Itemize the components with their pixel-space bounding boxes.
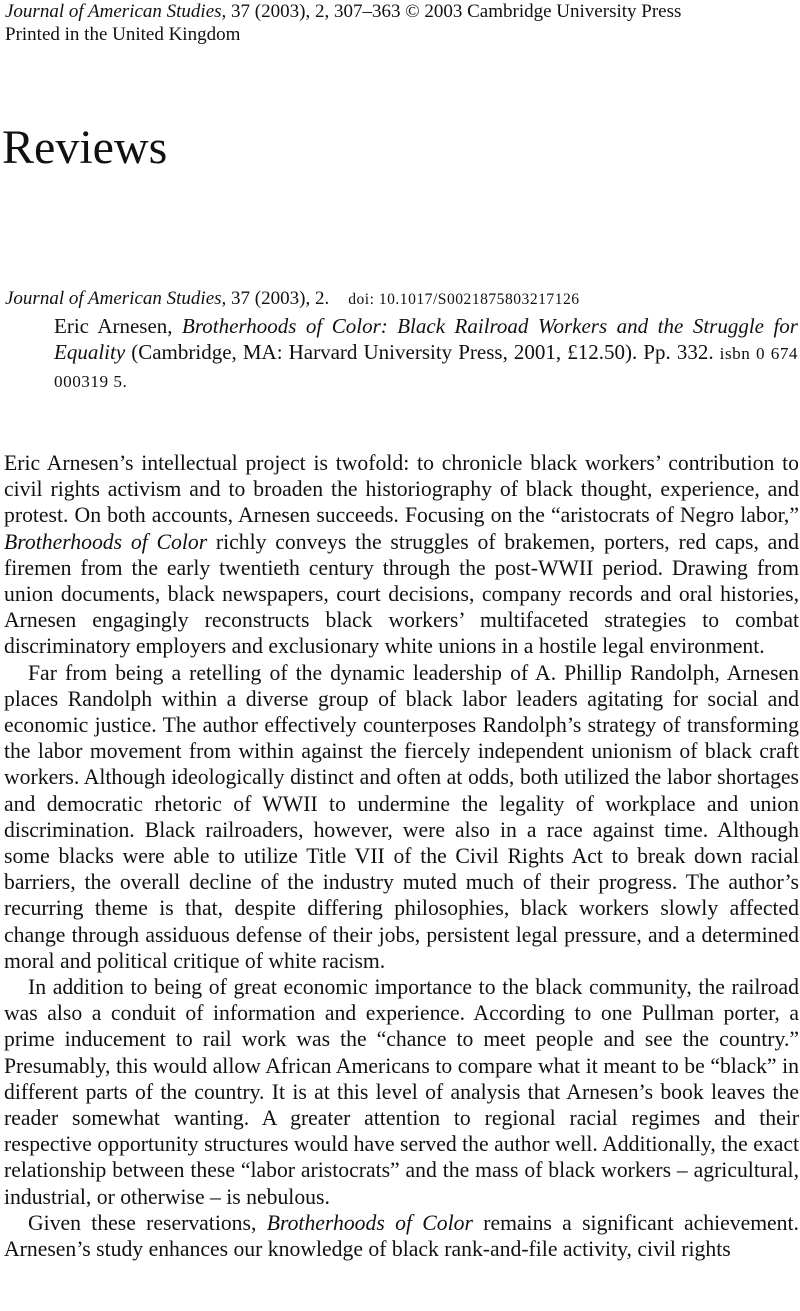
book-bibliography — [54, 313, 798, 395]
section-title: Reviews — [2, 121, 168, 174]
header-citation: , 37 (2003), 2, 307–363 © 2003 Cambridge University Press — [221, 1, 682, 22]
biblio-publisher: (Cambridge, MA: Harvard University Press, 2001, £12.50). Pp. 332. — [125, 340, 714, 364]
citation-journal: Journal of American Studies — [5, 288, 222, 309]
citation-volume: , 37 (2003), 2. — [221, 288, 330, 309]
header-line-2: Printed in the United Kingdom — [5, 24, 241, 45]
header-journal-name: Journal of American Studies — [5, 1, 222, 22]
biblio-isbn: isbn 0 674 000319 5. — [54, 344, 799, 391]
paragraph-1 — [4, 450, 799, 660]
citation-doi: doi: 10.1017/S0021875803217126 — [348, 291, 580, 308]
paragraph-2: Far from being a retelling of the dynamic leadership of A. Phillip Randolph, Arnesen places Randolph within a diverse group of black labor leaders agitating for social and economic justice. The author effectively counterposes Randolph’s strategy of transforming the labor movement from within against the fiercely independent unionism of black craft workers. Although ideologically distinct and often at odds, both utilized the labor shortages and democratic rhetoric of WWII to undermine the legality of workplace and union discrimination. Black railroaders, however, were also in a race against time. Although some blacks were able to utilize Title VII of the Civil Rights Act to break down racial barriers, the overall decline of the industry muted much of their progress. The author’s recurring theme is that, despite differing philosophies, black workers slowly affected change through assiduous defense of their jobs, persistent legal pressure, and a determined moral and political critique of white racism. — [4, 660, 799, 973]
paragraph-1-text-b: richly conveys the struggles of brakemen, porters, red caps, and firemen from the early twentieth century through the post-WWII period. Drawing from union documents, black newspapers, court decisions, company records and oral histories, Arnesen engagingly reconstructs black workers’ multifaceted strategies to combat discriminatory employers and exclusionary white unions in a hostile legal environment. — [4, 529, 799, 659]
paragraph-1-book-title: Brotherhoods of Color — [4, 529, 208, 554]
paragraph-4-book-title: Brotherhoods of Color — [266, 1210, 473, 1235]
biblio-entry — [54, 313, 798, 395]
paragraph-4 — [4, 1210, 799, 1262]
biblio-book-title: Brotherhoods of Color: Black Railroad Workers and the Struggle for Equality — [54, 314, 798, 364]
review-body — [4, 450, 799, 1262]
running-header — [5, 0, 681, 46]
review-citation — [5, 287, 580, 312]
paragraph-3: In addition to being of great economic importance to the black community, the railroad was also a conduit of information and experience. According to one Pullman porter, a prime inducement to rail work was the “chance to meet people and see the country.” Presumably, this would allow African Americans to compare what it meant to be “black” in different parts of the country. It is at this level of analysis that Arnesen’s book leaves the reader somewhat wanting. A greater attention to regional racial regimes and their respective opportunity structures would have served the author well. Additionally, the exact relationship between these “labor aristocrats” and the mass of black workers – agricultural, industrial, or otherwise – is nebulous. — [4, 975, 799, 1209]
paragraph-4-text-a: Given these reservations, — [28, 1210, 267, 1235]
biblio-author: Eric Arnesen, — [54, 314, 183, 338]
header-line-1 — [5, 0, 681, 23]
paragraph-1-text-a: Eric Arnesen’s intellectual project is twofold: to chronicle black workers’ contribution to civil rights activism and to broaden the historiography of black thought, experience, and protest. On both accounts, Arnesen succeeds. Focusing on the “aristocrats of Negro labor,” — [4, 451, 799, 528]
paragraph-4-text-b: remains a significant achievement. Arnesen’s study enhances our knowledge of black rank-and-file activity, civil rights — [4, 1210, 799, 1262]
